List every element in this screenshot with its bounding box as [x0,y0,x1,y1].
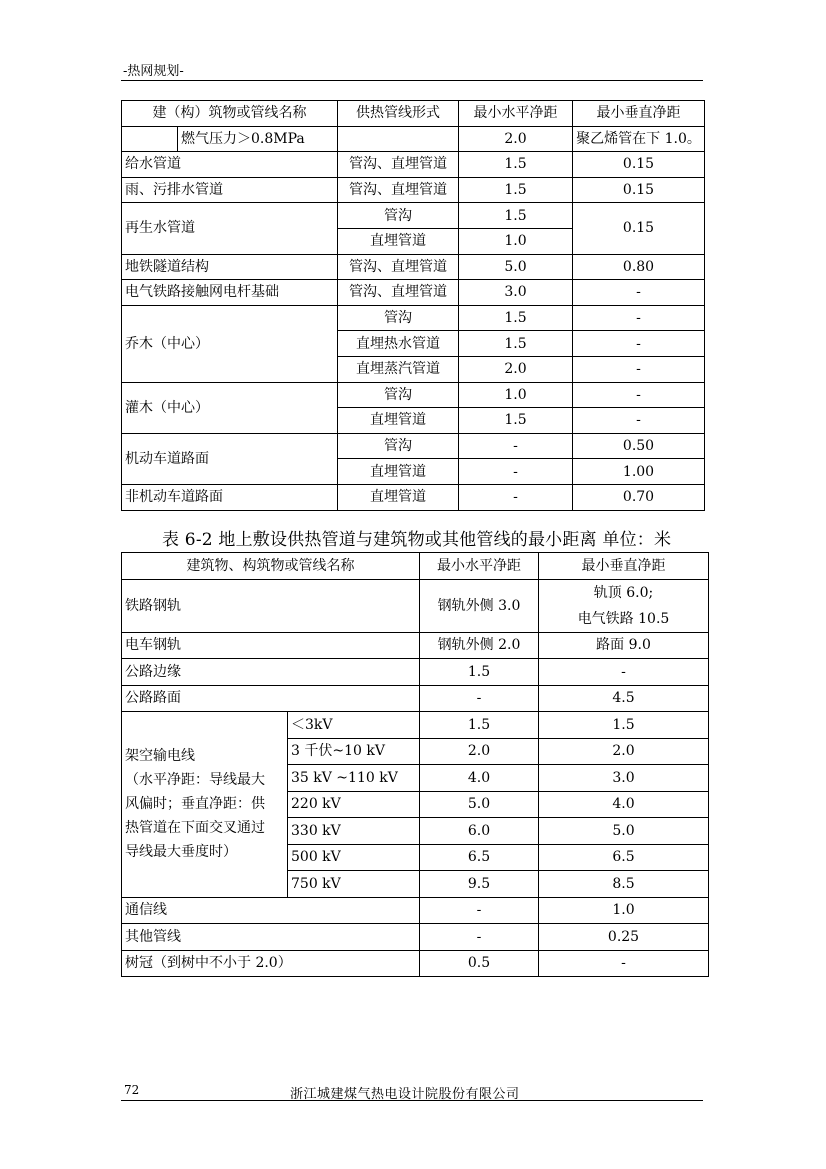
table-cell: 8.5 [539,871,709,898]
header-cell: 建（构）筑物或管线名称 [122,101,338,127]
table-cell: 给水管道 [122,152,338,178]
table-cell: - [573,331,705,357]
table-cell: 5.0 [459,254,573,280]
table-cell: 1.5 [459,408,573,434]
table-cell: - [573,305,705,331]
table-cell: 0.70 [573,484,705,510]
table-row [122,924,709,951]
table-cell: 灌木（中心） [122,382,338,433]
table-cell: 5.0 [539,818,709,845]
table-cell: - [539,950,709,977]
table-cell: 0.80 [573,254,705,280]
table-cell: 750 kV [288,871,420,898]
table-cell: 9.5 [420,871,539,898]
table-cell [122,126,178,152]
table-row [122,484,705,510]
table-cell: 0.5 [420,950,539,977]
table-cell: 330 kV [288,818,420,845]
table-cell: 直埋管道 [338,408,459,434]
table-cell: 管沟 [338,382,459,408]
table-row [122,305,705,331]
table-cell: 4.5 [539,685,709,712]
table-cell: 直埋管道 [338,484,459,510]
table-row [122,152,705,178]
table-cell: 电气铁路接触网电杆基础 [122,280,338,306]
table-row [122,382,705,408]
table-cell: 1.5 [420,659,539,686]
table-row [122,685,709,712]
table-cell: 直埋管道 [338,228,459,254]
table-cell: 500 kV [288,844,420,871]
table-cell: 燃气压力＞0.8MPa [178,126,338,152]
table-cell: 直埋管道 [338,459,459,485]
table-cell: 0.15 [573,152,705,178]
table-cell: 1.00 [573,459,705,485]
table-cell: - [459,484,573,510]
table-cell: - [539,659,709,686]
table-cell: 1.5 [539,712,709,739]
table-cell: 其他管线 [122,924,420,951]
table-cell: 钢轨外侧 2.0 [420,632,539,659]
table-cell: 直埋热水管道 [338,331,459,357]
table-cell: 0.15 [573,203,705,254]
table-cell: 树冠（到树中不小于 2.0） [122,950,420,977]
table-cell: 管沟 [338,203,459,229]
table-cell: 2.0 [420,738,539,765]
table-cell: 0.15 [573,177,705,203]
table-cell: 乔木（中心） [122,305,338,382]
table-cell: 0.50 [573,433,705,459]
table-cell: 架空输电线 （水平净距：导线最大 风偏时；垂直净距：供 热管道在下面交叉通过 导线最大垂度时） [122,712,288,898]
header-cell: 最小垂直净距 [539,553,709,580]
table-cell: - [420,897,539,924]
table-cell: 管沟 [338,433,459,459]
table-cell: 220 kV [288,791,420,818]
table-cell: 1.5 [459,331,573,357]
table-cell: - [420,685,539,712]
table-cell: 2.0 [459,126,573,152]
table-cell: 1.0 [459,228,573,254]
table-row [122,712,709,739]
table-cell: 通信线 [122,897,420,924]
table-cell: 机动车道路面 [122,433,338,484]
table-cell: - [573,408,705,434]
header-cell: 最小水平净距 [420,553,539,580]
table-cell: 2.0 [459,356,573,382]
table-cell: 1.5 [459,305,573,331]
table-cell: 公路路面 [122,685,420,712]
table-cell: 3.0 [459,280,573,306]
table-cell: 轨顶 6.0; [539,579,709,606]
table-cell: 1.5 [459,152,573,178]
table-cell: 铁路钢轨 [122,579,420,632]
table-row [122,950,709,977]
table-row [122,897,709,924]
table-row [122,177,705,203]
table-cell: 钢轨外侧 3.0 [420,579,539,632]
footer-rule [121,1100,703,1101]
table-cell: 公路边缘 [122,659,420,686]
table-cell: 1.5 [420,712,539,739]
table-header-row [122,101,705,127]
table-header-row [122,553,709,580]
table-cell: 地铁隧道结构 [122,254,338,280]
table-cell: 1.0 [459,382,573,408]
table-row [122,632,709,659]
table-cell: - [459,459,573,485]
table-row [122,280,705,306]
table-cell: 管沟、直埋管道 [338,280,459,306]
header-cell: 最小水平净距 [459,101,573,127]
table-cell: 4.0 [420,765,539,792]
table-cell: 管沟、直埋管道 [338,152,459,178]
table-cell: 2.0 [539,738,709,765]
table-row [122,126,705,152]
table-cell [338,126,459,152]
table-cell: ＜3kV [288,712,420,739]
table-cell: 6.0 [420,818,539,845]
table-cell: 1.5 [459,177,573,203]
table-cell: 3 千伏~10 kV [288,738,420,765]
underground-clearance-table [121,100,705,511]
table-cell: 35 kV ~110 kV [288,765,420,792]
table-cell: 聚乙烯管在下 1.0。 [573,126,705,152]
table-cell: 电气铁路 10.5 [539,606,709,633]
table-cell: 1.5 [459,203,573,229]
table-cell: 路面 9.0 [539,632,709,659]
company-name: 浙江城建煤气热电设计院股份有限公司 [290,1087,520,1102]
table-cell: 雨、污排水管道 [122,177,338,203]
table-cell: 4.0 [539,791,709,818]
table-cell: 管沟、直埋管道 [338,177,459,203]
header-cell: 供热管线形式 [338,101,459,127]
table-cell: 3.0 [539,765,709,792]
table-row [122,659,709,686]
table-cell: 管沟 [338,305,459,331]
table-cell: 6.5 [539,844,709,871]
header-cell: 最小垂直净距 [573,101,705,127]
table-caption: 表 6-2 地上敷设供热管道与建筑物或其他管线的最小距离 单位：米 [162,530,672,550]
table-cell: - [573,356,705,382]
table-row [122,203,705,229]
running-header: -热网规划- [123,64,184,79]
table-cell: 直埋蒸汽管道 [338,356,459,382]
page-number: 72 [124,1083,140,1097]
table-cell: - [573,280,705,306]
table-cell: 5.0 [420,791,539,818]
table-cell: - [420,924,539,951]
table-cell: - [573,382,705,408]
table-cell: 管沟、直埋管道 [338,254,459,280]
table-cell: 再生水管道 [122,203,338,254]
table-cell: 电车钢轨 [122,632,420,659]
table-cell: 非机动车道路面 [122,484,338,510]
table-cell: 6.5 [420,844,539,871]
table-cell: - [459,433,573,459]
table-row [122,579,709,606]
header-cell: 建筑物、构筑物或管线名称 [122,553,420,580]
table-row [122,254,705,280]
table-row [122,433,705,459]
table-cell: 1.0 [539,897,709,924]
header-rule [121,80,703,81]
table-cell: 0.25 [539,924,709,951]
aboveground-clearance-table [121,552,709,977]
